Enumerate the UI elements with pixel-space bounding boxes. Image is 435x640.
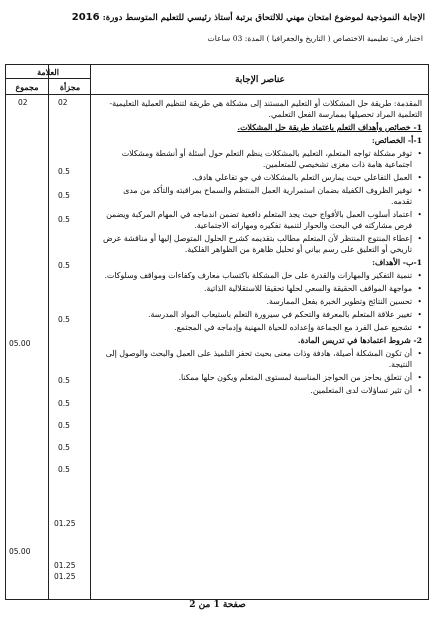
answer-header: عناصر الإجابة bbox=[235, 75, 285, 85]
score-c2: 01.25 bbox=[54, 561, 76, 570]
score-g1: 0.5 bbox=[58, 376, 70, 385]
exam-year: 2016 bbox=[71, 12, 100, 23]
list-item: • أن تتعلق بحاجز من الحواجز المناسبة لمستوى المتعلم ويكون حلها ممكنا. bbox=[100, 372, 422, 383]
answer-body bbox=[100, 98, 422, 398]
exam-title-text: الإجابة النموذجية لموضوع امتحان مهني للالتحاق برتبة أستاذ رئيسي للتعليم المتوسط دورة: bbox=[102, 13, 425, 23]
total-header: مجموع bbox=[15, 82, 39, 92]
list-item: • تحسين النتائج وتطوير الخبرة بفعل الممارسة. bbox=[100, 296, 422, 307]
partial-header: مجزأة bbox=[59, 82, 81, 92]
col-divider bbox=[90, 65, 91, 599]
mark-header: العلامة bbox=[37, 67, 59, 77]
list-item: • تنمية التفكير والمهارات والقدرة على حل المشكلة باكتساب معارف وكفاءات ومواقف وسلوكات. bbox=[100, 270, 422, 281]
score-s4: 0.5 bbox=[58, 261, 70, 270]
list-item: • العمل التفاعلي حيث يمارس التعلم بالمشكلات في جو تفاعلي هادف. bbox=[100, 172, 422, 183]
score-c1: 01.25 bbox=[54, 519, 76, 528]
exam-subtitle: اختبار في: تعليمية الاختصاص ( التاريخ والجغرافيا ) المدة: 03 ساعات bbox=[207, 34, 423, 43]
list-item: • تغيير علاقة المتعلم بالمعرفة والتحكم في سيرورة التعلم باستيعاب المواد المدرسة. bbox=[100, 309, 422, 320]
intro-partial: 02 bbox=[58, 98, 68, 107]
exam-title bbox=[72, 12, 425, 23]
list-item: • إعطاء المنتوج المنتظر لأن المتعلم مطالب بتقديمه كشرح الحلول المتوصل إليها أو مناقشة عرض تاريخي أو التعليق على رسم بياني أو تحليل ظاهرة من الظواهر الفلكية. bbox=[100, 233, 422, 255]
intro-paragraph: المقدمة: طريقة حل المشكلات أو التعليم المستند إلى مشكلة هي طريقة لتنظيم العملية التعليمية-التعلمية المراد تحصيلها بممارسة الفعل التعلمي. bbox=[109, 99, 422, 119]
block1-total: 05.00 bbox=[9, 339, 31, 348]
score-s3: 0.5 bbox=[58, 215, 70, 224]
section-1b-heading: 1-ب- الأهداف: bbox=[372, 258, 422, 267]
row-divider bbox=[6, 78, 90, 79]
list-item: • أن تثير تساؤلات لدى المتعلمين. bbox=[100, 385, 422, 396]
score-g5: 0.5 bbox=[58, 465, 70, 474]
section-1-heading: 1- خصائص وأهداف التعلم باعتماد طريقة حل المشكلات. bbox=[237, 123, 422, 132]
answer-table bbox=[5, 64, 429, 600]
col-divider bbox=[48, 65, 49, 599]
score-c3: 01.25 bbox=[54, 572, 76, 581]
row-divider bbox=[6, 94, 428, 95]
list-item: • تشجيع عمل الفرد مع الجماعة وإعداده للحياة المهنية وإدماجه في المجتمع. bbox=[100, 322, 422, 333]
score-g3: 0.5 bbox=[58, 421, 70, 430]
score-s2: 0.5 bbox=[58, 191, 70, 200]
list-item: • اعتماد أسلوب العمل بالأفواج حيث يجد المتعلم دافعية تضمن اندماجه في المهام المركبة ويضمن فرص مشاركته في البحث والحوار لتنمية تفكيره ومهاراته الاجتماعية. bbox=[100, 209, 422, 231]
intro-total: 02 bbox=[18, 98, 28, 107]
list-item: • توفير الظروف الكفيلة بضمان استمرارية العمل المنتظم والسماح بمراقبته والتأكد من مدى تقدمه. bbox=[100, 185, 422, 207]
document-header bbox=[0, 0, 435, 62]
list-item: • مواجهة المواقف الحقيقة والسعي لحلها تحقيقا للاستقلالية الذاتية. bbox=[100, 283, 422, 294]
section-1a-heading: 1-أ- الخصائص: bbox=[371, 136, 422, 145]
block2-total: 05.00 bbox=[9, 547, 31, 556]
page-footer: صفحة 1 من 2 bbox=[189, 600, 246, 610]
list-item: • توفر مشكلة تواجه المتعلم، التعليم بالمشكلات ينظم التعلم حول أسئلة أو أنشطة ومشكلات اجتماعية هامة ذات مغزى تشخيصي للمتعلمين. bbox=[100, 148, 422, 170]
list-item: • أن تكون المشكلة أصيلة، هادفة وذات معنى بحيث تحفز التلميذ على العمل والبحث والوصول إلى النتيجة. bbox=[100, 348, 422, 370]
section-2-heading: 2- شروط اعتمادها في تدريس المادة. bbox=[297, 336, 422, 345]
score-s5: 0.5 bbox=[58, 315, 70, 324]
score-s1: 0.5 bbox=[58, 167, 70, 176]
score-g4: 0.5 bbox=[58, 443, 70, 452]
score-g2: 0.5 bbox=[58, 399, 70, 408]
